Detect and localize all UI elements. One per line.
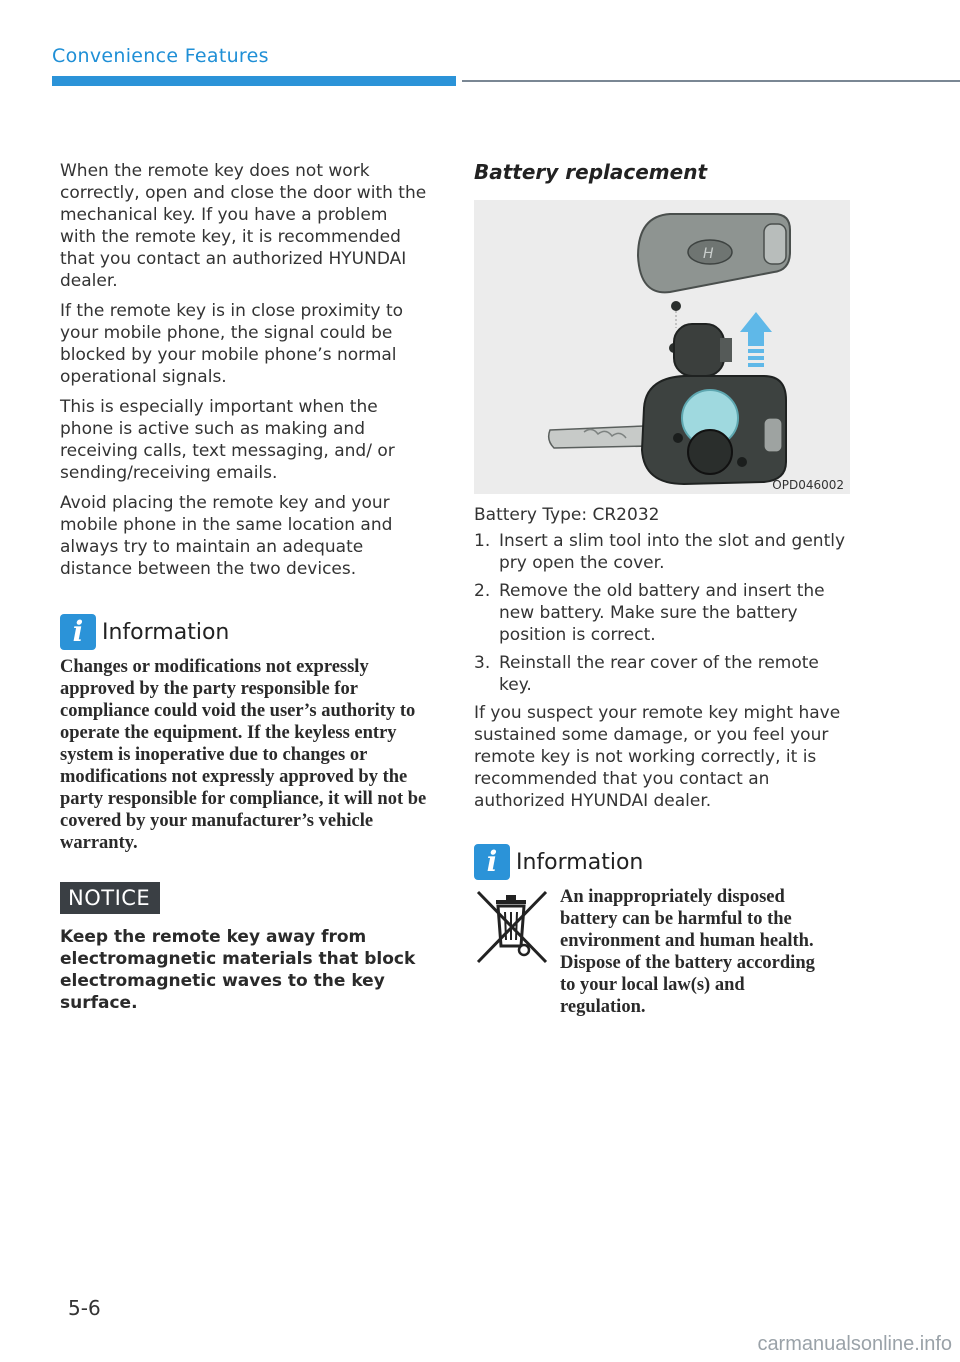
battery-type: Battery Type: CR2032	[474, 505, 660, 525]
page-number: 5-6	[68, 1296, 101, 1320]
closing-paragraph: If you suspect your remote key might have sustained some damage, or you feel your remote key is not working correctly, it is recommended that you contact an authorized HYUNDAI dealer.	[474, 703, 841, 811]
information-heading	[474, 844, 854, 880]
key-fob-illustration	[474, 200, 850, 494]
right-column	[474, 160, 854, 1018]
step-number: 2.	[474, 581, 491, 601]
step-number: 3.	[474, 653, 491, 673]
info-icon: i	[474, 844, 510, 880]
info-icon: i	[60, 614, 96, 650]
figure-code: OPD046002	[772, 478, 844, 492]
notice-badge: NOTICE	[60, 882, 160, 914]
battery-replacement-figure	[474, 200, 850, 494]
disposal-note	[474, 886, 854, 1018]
step-text: Remove the old battery and insert the new battery. Make sure the battery position is correct.	[499, 581, 825, 645]
step-number: 1.	[474, 531, 491, 551]
svg-text:H: H	[703, 246, 714, 262]
paragraph: Avoid placing the remote key and your mobile phone in the same location and always try to maintain an adequate distance between the two devices.	[60, 493, 393, 579]
left-column	[60, 160, 428, 1014]
header-title: Convenience Features	[52, 45, 269, 67]
information-title: Information	[516, 849, 644, 875]
header-rule-accent	[52, 76, 456, 86]
steps-list	[474, 530, 854, 696]
list-item	[474, 580, 854, 646]
header-rule	[462, 80, 960, 82]
information-heading	[60, 614, 428, 650]
step-text: Reinstall the rear cover of the remote key.	[499, 653, 819, 695]
notice-text: Keep the remote key away from electromagnetic materials that block electromagnetic waves to the key surface.	[60, 927, 416, 1013]
information-text: Changes or modifications not expressly approved by the party responsible for compliance could void the user’s authority to operate the equipment. If the keyless entry system is inoperative due to changes or modifications not expressly approved by the party responsible for compliance, it will not be covered by your manufacturer’s vehicle warranty.	[60, 657, 427, 853]
crossed-bin-icon	[474, 886, 550, 968]
watermark-link[interactable]: carmanualsonline.info	[757, 1333, 952, 1355]
paragraph: This is especially important when the phone is active such as making and receiving calls, text messaging, and/ or sending/receiving emails.	[60, 397, 395, 483]
list-item	[474, 652, 854, 696]
paragraph: If the remote key is in close proximity to your mobile phone, the signal could be blocked by your mobile phone’s normal operational signals.	[60, 301, 404, 387]
step-text: Insert a slim tool into the slot and gently pry open the cover.	[499, 531, 846, 573]
information-text: An inappropriately disposed battery can be harmful to the environment and human health. Dispose of the battery according to your local law(s) and regulation.	[560, 887, 815, 1017]
information-title: Information	[102, 619, 230, 645]
paragraph: When the remote key does not work correctly, open and close the door with the mechanical key. If you have a problem with the remote key, it is recommended that you contact an authorized HYUNDAI dealer.	[60, 161, 427, 291]
section-title: Battery replacement	[474, 160, 708, 184]
list-item	[474, 530, 854, 574]
